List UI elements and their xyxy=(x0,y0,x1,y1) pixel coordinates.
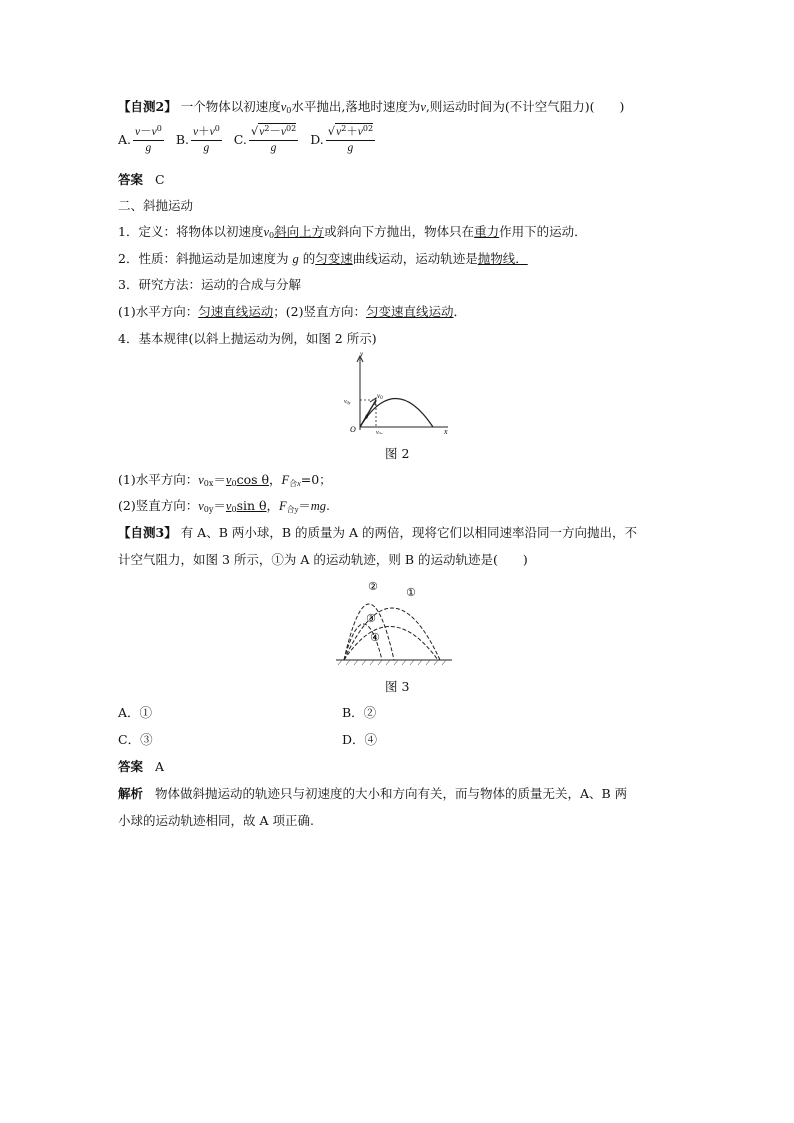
option-b: B．② xyxy=(342,705,377,720)
zice2-answer: 答案 C xyxy=(118,172,165,187)
definition: 1．定义：将物体以初速度$v_0$斜向上方或斜向下方抛出，物体只在重力作用下的运动． xyxy=(118,224,587,240)
label-4: ④ xyxy=(370,631,380,644)
analysis-line1: 解析 物体做斜抛运动的轨迹只与初速度的大小和方向有关，而与物体的质量无关，A、B 两 xyxy=(118,786,628,801)
section-title: 二、斜抛运动 xyxy=(118,198,194,213)
method: 3．研究方法：运动的合成与分解 xyxy=(118,277,301,292)
directions: (1)水平方向：匀速直线运动；(2)竖直方向：匀变速直线运动． xyxy=(118,304,466,319)
figure-3-caption: 图 3 xyxy=(385,679,410,694)
label-1: ① xyxy=(406,586,416,599)
origin-label: O xyxy=(350,425,356,434)
figure-3-diagram xyxy=(334,578,454,666)
figure-2-diagram xyxy=(338,352,458,434)
zice2-options: A. $\frac{v-v^0}{g}$ B. $\frac{v+v^0}{g}$ C. $\frac{√v^2-v^{02}}{g}$ D. $\frac{√v^2+v^{02}}{g}$ xyxy=(118,124,374,154)
v0x-label: v0x xyxy=(376,430,383,434)
v0-label: v0 xyxy=(377,392,383,401)
zice2-tag: 【自测2】 xyxy=(118,99,177,114)
zice3-question-line2: 计空气阻力，如图 3 所示，①为 A 的运动轨迹，则 B 的运动轨迹是( ) xyxy=(118,552,528,567)
label-2: ② xyxy=(368,580,378,593)
option-c: C．③ xyxy=(118,732,153,747)
theta-label: θ xyxy=(365,415,368,421)
zice3-answer: 答案 A xyxy=(118,759,164,774)
option-a: A．① xyxy=(118,705,153,720)
x-label: x xyxy=(444,427,448,434)
zice2-question: 【自测2】 一个物体以初速度$v_0$水平抛出,落地时速度为v,则运动时间为(不计空气阻力)( ) xyxy=(118,99,625,115)
analysis-line2: 小球的运动轨迹相同，故 A 项正确. xyxy=(118,813,314,828)
option-d-formula: $\frac{√v^2+v^{02}}{g}$ xyxy=(327,124,374,154)
velocity-vector xyxy=(360,400,376,427)
label-3: ③ xyxy=(366,612,376,625)
option-c-formula: $\frac{√v^2-v^{02}}{g}$ xyxy=(250,124,297,154)
zice3-tag: 【自测3】 xyxy=(118,525,177,540)
option-b-formula: $\frac{v+v^0}{g}$ xyxy=(192,124,220,154)
option-a-formula: $\frac{v-v^0}{g}$ xyxy=(135,124,162,154)
horizontal-law: (1)水平方向：$v_{0x}=v_0\cos$ θ，$F_{合x}=0$； xyxy=(118,472,332,488)
y-label: y xyxy=(360,352,364,358)
v0y-label: v0y xyxy=(344,399,351,405)
basic-law: 4．基本规律(以斜上抛运动为例，如图 2 所示) xyxy=(118,331,377,346)
ground-hatch xyxy=(338,660,446,665)
vertical-law: (2)竖直方向：$v_{0y}=v_0\sin$ θ，$F_{合y}=mg$. xyxy=(118,498,331,514)
option-d: D．④ xyxy=(342,732,378,747)
property: 2．性质：斜抛运动是加速度为 g 的匀变速曲线运动，运动轨迹是抛物线． xyxy=(118,251,528,266)
trajectory-1 xyxy=(344,608,440,660)
figure-2-caption: 图 2 xyxy=(385,446,410,461)
trajectory-curve xyxy=(360,399,433,428)
zice3-question-line1: 【自测3】 有 A、B 两小球，B 的质量为 A 的两倍，现将它们以相同速率沿同一方向抛出，不 xyxy=(118,525,637,540)
